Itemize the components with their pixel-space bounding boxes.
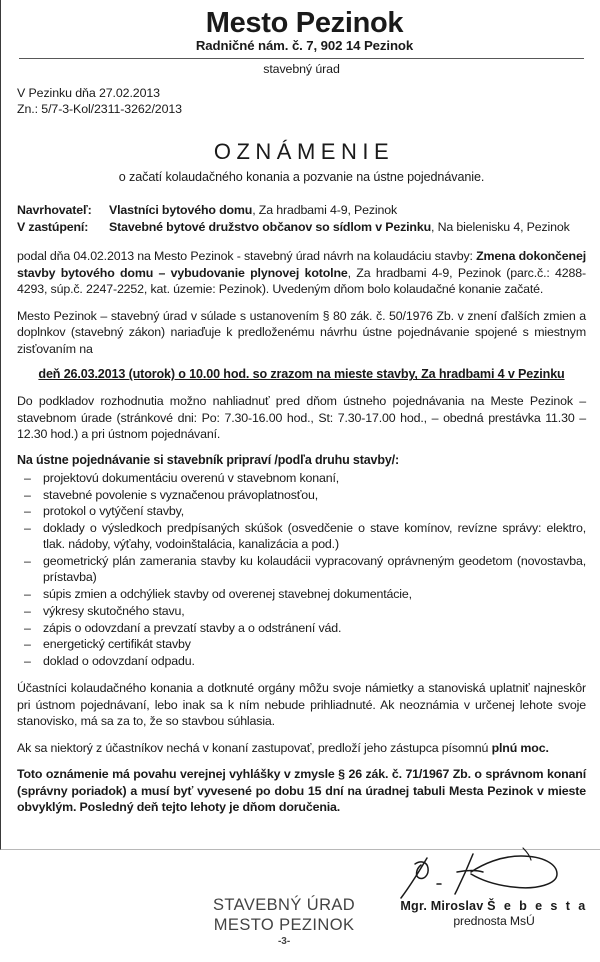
list-item: – doklad o odovzdaní odpadu. — [17, 653, 586, 669]
signature-area — [17, 842, 586, 962]
list-item: – protokol o vytýčení stavby, — [17, 503, 586, 519]
applicant-label: Navrhovateľ: — [17, 203, 92, 218]
representative-label: V zastúpení: — [17, 219, 89, 234]
list-item: – zápis o odovzdaní a prevzatí stavby a o odstránení vád. — [17, 620, 586, 636]
paragraph-legal-basis: Mesto Pezinok – stavebný úrad v súlade s ustanovením § 80 zák. č. 50/1976 Zb. v znení ďalších zmien a doplnkov (stavebný zákon) nariaďuje k predloženému návrhu ústne pojednávanie spojené s miestnym zisťovaním na — [17, 308, 586, 356]
document-body — [1, 0, 600, 962]
organization-name: Mesto Pezinok — [205, 7, 404, 39]
list-item: – doklady o výsledkoch predpísaných skúšok (osvedčenie o stave komínov, revízne správy: elektro, tlak. nádoby, výťahy, vodoinštalácia, kanalizácia a pod.) — [17, 520, 586, 553]
representation-text: Ak sa niektorý z účastníkov nechá v konaní zastupovať, predloží jeho zástupca písomnú — [17, 740, 492, 755]
place-and-date: V Pezinku dňa 27.02.2013 — [17, 85, 160, 100]
signer-block — [389, 899, 599, 928]
document-subtitle: o začatí kolaudačného konania a pozvanie na ústne pojednávanie. — [118, 170, 485, 185]
list-item: – súpis zmien a odchýliek stavby od overenej stavebnej dokumentácie, — [17, 586, 586, 602]
header-divider — [19, 58, 584, 59]
file-number: Zn.: 5/7-3-Kol/2311-3262/2013 — [17, 101, 182, 116]
list-item: – geometrický plán zamerania stavby ku kolaudácii vypracovaný oprávneným geodetom (novostavba, prístavba) — [17, 553, 586, 586]
page-number: -3- — [277, 936, 291, 948]
preparation-list — [17, 470, 586, 670]
preparation-heading: Na ústne pojednávanie si stavebník pripraví /podľa druhu stavby/: — [17, 452, 399, 467]
representative-name: Stavebné bytové družstvo občanov so sídlom v Pezinku — [109, 219, 432, 234]
signer-name — [389, 899, 599, 913]
paragraph-representation — [17, 740, 586, 757]
applicant-value — [109, 202, 397, 219]
stamp-line-city: MESTO PEZINOK — [213, 916, 355, 935]
handwritten-signature-icon — [397, 842, 572, 904]
applicant-name: Vlastníci bytového domu — [109, 203, 253, 218]
list-item: – energetický certifikát stavby — [17, 636, 586, 652]
representative-value — [109, 219, 570, 236]
list-item: – projektovú dokumentáciu overenú v stavebnom konaní, — [17, 470, 586, 486]
organization-address: Radničné nám. č. 7, 902 14 Pezinok — [195, 38, 414, 53]
stamp-line-office: STAVEBNÝ ÚRAD — [213, 895, 356, 914]
paragraph-public-notice: Toto oznámenie má povahu verejnej vyhlášky v zmysle § 26 zák. č. 71/1967 Zb. o správnom konaní (správny poriadok) a musí byť vyvesené po dobu 15 dní na úradnej tabuli Mesta Pezinok v mieste obvyklým. Posledný deň tejto lehoty je dňom doručenia. — [17, 767, 586, 815]
signer-given-name: Mgr. Miroslav — [400, 898, 488, 913]
office-stamp — [213, 895, 355, 948]
reference-block — [17, 85, 586, 118]
power-of-attorney: plnú moc. — [491, 740, 549, 755]
paragraph-office-hours: Do podkladov rozhodnutia možno nahliadnuť pred dňom ústneho pojednávania na Meste Pezinok – stavebnom úrade (stránkové dni: Po: 7.30-16.00 hod., St: 7.30-17.00 hod., – obedná prestávka 11.30 – 12.30 hod.) a pri ústnom pojednávaní. — [17, 394, 586, 442]
representative-address: , Na bielenisku 4, Pezinok — [431, 219, 570, 234]
parties-block — [17, 202, 586, 235]
representative-row — [17, 219, 586, 236]
application-intro: podal dňa 04.02.2013 na Mesto Pezinok - stavebný úrad návrh na kolaudáciu stavby: — [17, 249, 477, 264]
applicant-address: , Za hradbami 4-9, Pezinok — [252, 203, 398, 218]
signer-role: prednosta MsÚ — [453, 913, 535, 928]
paragraph-application — [17, 248, 586, 298]
list-item: – výkresy skutočného stavu, — [17, 603, 586, 619]
list-item: – stavebné povolenie s vyznačenou právoplatnosťou, — [17, 487, 586, 503]
signer-surname: Š e b e s t a — [487, 898, 588, 913]
construction-subject: Zmena dokončenej stavby bytového domu – vybudovanie plynovej kotolne — [17, 249, 586, 280]
application-details: , Za hradbami 4-9, Pezinok (parc.č.: 4288-4293, súp.č. 2247-2252, kat. územie: Pezinok). Uvedeným dňom bolo kolaudačné konanie začaté. — [17, 265, 586, 297]
hearing-date-line: deň 26.03.2013 (utorok) o 10.00 hod. so zrazom na mieste stavby, Za hradbami 4 v Pezinku — [38, 367, 565, 382]
letterhead — [17, 9, 586, 54]
paragraph-objections: Účastníci kolaudačného konania a dotknuté orgány môžu svoje námietky a stanoviská uplatniť najneskôr pri ústnom pojednávaní, lebo inak sa k ním nebude prihliadnuté. Ak neoznámia v určenej lehote svoje stanovisko, má sa za to, že so stavbou súhlasia. — [17, 681, 586, 729]
document-title: OZNÁMENIE — [213, 139, 395, 165]
department-name: stavebný úrad — [263, 61, 340, 76]
applicant-row — [17, 202, 586, 219]
